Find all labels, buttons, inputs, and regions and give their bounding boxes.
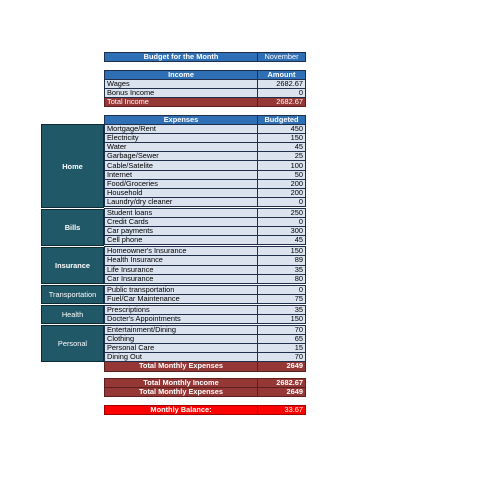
expense-value: 45 bbox=[258, 236, 306, 245]
expense-label: Internet bbox=[105, 170, 258, 179]
expense-row bbox=[105, 314, 306, 323]
expense-label: Docter's Appointments bbox=[105, 314, 258, 323]
expense-value: 0 bbox=[258, 197, 306, 206]
expense-value: 0 bbox=[258, 285, 306, 294]
expense-value: 75 bbox=[258, 294, 306, 303]
expense-row bbox=[105, 134, 306, 143]
expense-value: 65 bbox=[258, 335, 306, 344]
expense-value: 15 bbox=[258, 344, 306, 353]
expense-label: Credit Cards bbox=[105, 218, 258, 227]
total-income-label: Total Income bbox=[105, 98, 258, 107]
expenses-header: Expenses bbox=[105, 116, 258, 125]
income-table bbox=[104, 70, 306, 107]
summary-expenses-label: Total Monthly Expenses bbox=[105, 388, 258, 397]
expense-value: 150 bbox=[258, 247, 306, 256]
expense-row bbox=[105, 256, 306, 265]
expense-row bbox=[105, 247, 306, 256]
expense-label: Laundry/dry cleaner bbox=[105, 197, 258, 206]
expense-row bbox=[105, 326, 306, 335]
expense-row bbox=[105, 152, 306, 161]
expense-row bbox=[105, 170, 306, 179]
budget-month: November bbox=[258, 53, 306, 62]
expense-value: 100 bbox=[258, 161, 306, 170]
category-insurance: Insurance bbox=[41, 247, 104, 284]
expense-value: 150 bbox=[258, 314, 306, 323]
expense-label: Car payments bbox=[105, 227, 258, 236]
expense-row bbox=[105, 197, 306, 206]
expenses-table bbox=[104, 115, 306, 372]
category-transportation: Transportation bbox=[41, 285, 104, 304]
expense-value: 70 bbox=[258, 353, 306, 362]
expense-value: 89 bbox=[258, 256, 306, 265]
category-bills: Bills bbox=[41, 209, 104, 246]
category-personal: Personal bbox=[41, 325, 104, 362]
balance-value: 33.67 bbox=[258, 406, 306, 415]
expense-row bbox=[105, 179, 306, 188]
expense-label: Personal Care bbox=[105, 344, 258, 353]
expense-label: Clothing bbox=[105, 335, 258, 344]
summary-income-label: Total Monthly Income bbox=[105, 379, 258, 388]
balance-label: Monthly Balance: bbox=[105, 406, 258, 415]
group-insurance bbox=[105, 247, 306, 283]
expense-label: Student loans bbox=[105, 208, 258, 217]
expense-row bbox=[105, 305, 306, 314]
total-expenses-value: 2649 bbox=[258, 362, 306, 371]
expense-row bbox=[105, 344, 306, 353]
expense-row bbox=[105, 353, 306, 362]
budget-title: Budget for the Month bbox=[105, 53, 258, 62]
income-label: Bonus Income bbox=[105, 89, 258, 98]
expense-label: Garbage/Sewer bbox=[105, 152, 258, 161]
expense-row bbox=[105, 335, 306, 344]
expense-row bbox=[105, 236, 306, 245]
expense-value: 80 bbox=[258, 274, 306, 283]
expense-value: 70 bbox=[258, 326, 306, 335]
income-header: Income bbox=[105, 71, 258, 80]
expense-value: 0 bbox=[258, 218, 306, 227]
expense-label: Water bbox=[105, 143, 258, 152]
balance-table bbox=[104, 405, 306, 415]
expense-label: Car Insurance bbox=[105, 274, 258, 283]
income-value: 2682.67 bbox=[258, 80, 306, 89]
expense-row bbox=[105, 285, 306, 294]
expense-label: Health Insurance bbox=[105, 256, 258, 265]
expense-row bbox=[105, 208, 306, 217]
expense-label: Household bbox=[105, 188, 258, 197]
total-expenses-label: Total Monthly Expenses bbox=[105, 362, 258, 371]
expense-value: 35 bbox=[258, 305, 306, 314]
expense-label: Public transportation bbox=[105, 285, 258, 294]
group-bills bbox=[105, 208, 306, 244]
expense-row bbox=[105, 143, 306, 152]
expense-label: Fuel/Car Maintenance bbox=[105, 294, 258, 303]
expense-label: Cell phone bbox=[105, 236, 258, 245]
expense-label: Dining Out bbox=[105, 353, 258, 362]
summary-table bbox=[104, 378, 306, 397]
summary-income-value: 2682.67 bbox=[258, 379, 306, 388]
expense-row bbox=[105, 188, 306, 197]
category-home: Home bbox=[41, 124, 104, 208]
expense-value: 200 bbox=[258, 188, 306, 197]
expense-value: 150 bbox=[258, 134, 306, 143]
expense-value: 35 bbox=[258, 265, 306, 274]
expense-row bbox=[105, 125, 306, 134]
budgeted-header: Budgeted bbox=[258, 116, 306, 125]
expense-value: 50 bbox=[258, 170, 306, 179]
group-home bbox=[105, 125, 306, 207]
expense-value: 25 bbox=[258, 152, 306, 161]
expense-value: 450 bbox=[258, 125, 306, 134]
expense-value: 250 bbox=[258, 208, 306, 217]
expense-value: 200 bbox=[258, 179, 306, 188]
expense-label: Cable/Satelite bbox=[105, 161, 258, 170]
expense-label: Electricity bbox=[105, 134, 258, 143]
total-income-value: 2682.67 bbox=[258, 98, 306, 107]
expense-label: Life Insurance bbox=[105, 265, 258, 274]
summary-expenses-value: 2649 bbox=[258, 388, 306, 397]
expense-label: Entertainment/Dining bbox=[105, 326, 258, 335]
expense-label: Homeowner's Insurance bbox=[105, 247, 258, 256]
group-health bbox=[105, 305, 306, 323]
expense-value: 45 bbox=[258, 143, 306, 152]
group-personal bbox=[105, 326, 306, 362]
expense-value: 300 bbox=[258, 227, 306, 236]
category-health: Health bbox=[41, 305, 104, 324]
amount-header: Amount bbox=[258, 71, 306, 80]
income-value: 0 bbox=[258, 89, 306, 98]
budget-title-table bbox=[104, 52, 306, 62]
income-row bbox=[105, 89, 306, 98]
expense-row bbox=[105, 265, 306, 274]
expense-row bbox=[105, 294, 306, 303]
expense-label: Food/Groceries bbox=[105, 179, 258, 188]
group-transportation bbox=[105, 285, 306, 303]
expense-row bbox=[105, 227, 306, 236]
expense-label: Mortgage/Rent bbox=[105, 125, 258, 134]
income-row bbox=[105, 80, 306, 89]
expense-row bbox=[105, 161, 306, 170]
income-label: Wages bbox=[105, 80, 258, 89]
expense-row bbox=[105, 274, 306, 283]
expense-label: Prescriptions bbox=[105, 305, 258, 314]
expense-row bbox=[105, 218, 306, 227]
